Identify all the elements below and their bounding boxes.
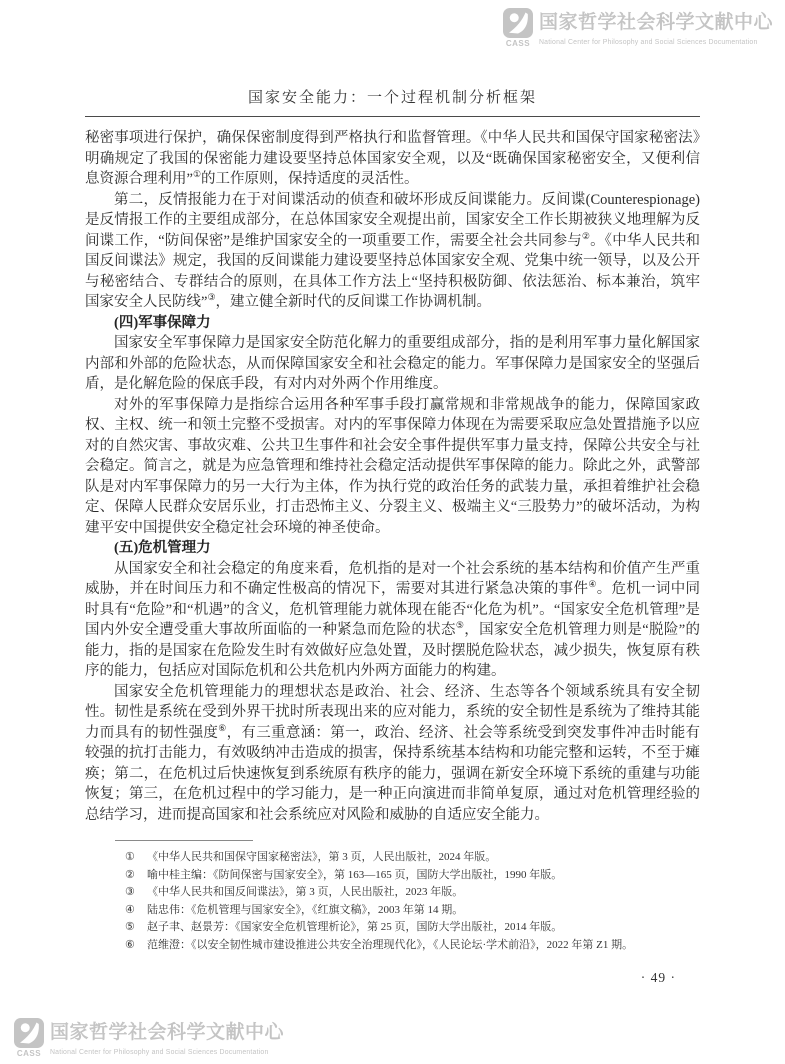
- footnote-separator: [115, 840, 253, 841]
- footnote-marker: ⑤: [125, 921, 135, 933]
- heading-military-support: (四)军事保障力: [114, 314, 211, 331]
- brand-name-en: National Center for Philosophy and Social Sciences Documentation: [538, 39, 758, 46]
- footnote-text: 《中华人民共和国反间谍法》，第 3 页，人民出版社，2023 年版。: [147, 886, 464, 898]
- brand-name-cn: 国家哲学社会科学文献中心: [538, 12, 773, 33]
- cass-logo-icon: [14, 1018, 44, 1048]
- heading-crisis-management: (五)危机管理力: [114, 540, 211, 556]
- footnote-item: [125, 849, 700, 867]
- footnote-marker: ④: [125, 903, 135, 916]
- footnote-item: [125, 919, 700, 937]
- paragraph-crisis-definition: 从国家安全和社会稳定的角度来看，危机指的是对一个社会系统的基本结构和价值产生严重威胁，并在时间压力和不确定性极高的情况下，需要对其进行紧急决策的事件④。危机一词中同时具有“危险”和“机遇”的含义，危机管理能力就体现在能否“化危为机”。“国家安全危机管理”是国内外安全遭受重大事故所面临的一种紧急而危险的状态⑤，国家安全危机管理力则是“脱险”的能力，指的是国家在危险发生时有效做好应急处置，及时摆脱危险状态，减少损失，恢复原有秩序的能力，包括应对国际危机和公共危机内外两方面能力的构建。: [85, 560, 701, 679]
- cass-logo-icon: [503, 8, 533, 38]
- footnote-text: 陆忠伟：《危机管理与国家安全》，《红旗文稿》，2003 年第 14 期。: [147, 903, 464, 916]
- paragraph-military-overview: 国家安全军事保障力是国家安全防范化解力的重要组成部分，指的是利用军事力量化解国家内部和外部的危险状态，从而保障国家安全和社会稳定的能力。军事保障力是国家安全的坚强后盾，是化解危险的保底手段，有对内对外两个作用维度。: [85, 335, 700, 392]
- footer-brand: [14, 1018, 284, 1058]
- footnote-marker: ①: [125, 851, 135, 863]
- footnote-marker: ②: [125, 868, 135, 881]
- page-number: · 49 ·: [640, 970, 676, 985]
- footnote-text: 《中华人民共和国保守国家秘密法》，第 3 页，人民出版社，2024 年版。: [147, 851, 497, 863]
- footnote-item: [125, 937, 700, 955]
- footnote-item: [125, 902, 700, 920]
- page-title: 国家安全能力：一个过程机制分析框架: [247, 90, 537, 106]
- footnote-marker: ③: [125, 886, 135, 898]
- title-rule: [85, 116, 700, 117]
- brand-name-cn: 国家哲学社会科学文献中心: [50, 1022, 285, 1043]
- paragraph-counterespionage: 第二，反情报能力在于对间谍活动的侦查和破坏形成反间谍能力。反间谍(Counterespionage)是反情报工作的主要组成部分，在总体国家安全观提出前，国家安全工作长期被狭义地理解为反间谍工作，“防间保密”是维护国家安全的一项重要工作，需要全社会共同参与②。《中华人民共和国反间谍法》规定，我国的反间谍能力建设要坚持总体国家安全观、党集中统一领导，以及公开与秘密结合、专群结合的原则，在具体工作方法上“坚持积极防御、依法惩治、标本兼治，筑牢国家安全人民防线”③，建立健全新时代的反间谍工作协调机制。: [85, 191, 700, 310]
- paragraph-military-internal-external: 对外的军事保障力是指综合运用各种军事手段打赢常规和非常规战争的能力，保障国家政权、主权、统一和领土完整不受损害。对内的军事保障力体现在为需要采取应急处置措施予以应对的自然灾害、事故灾难、公共卫生事件和社会安全事件提供军事力量支持，保障公共安全与社会稳定。简言之，就是为应急管理和维持社会稳定活动提供军事保障的能力。除此之外，武警部队是对内军事保障力的另一大行为主体，作为执行党的政治任务的武装力量，承担着维护社会稳定、保障人民群众安居乐业，打击恐怖主义、分裂主义、极端主义“三股势力”的破坏活动，为构建平安中国提供安全稳定社会环境的神圣使命。: [85, 396, 700, 536]
- brand-abbr: CASS: [505, 39, 531, 48]
- paragraph-secrecy-continuation: 秘密事项进行保护，确保保密制度得到严格执行和监督管理。《中华人民共和国保守国家秘密法》明确规定了我国的保密能力建设要坚持总体国家安全观，以及“既确保国家秘密安全，又便利信息资源合理利用”①的工作原则，保持适度的灵活性。: [85, 130, 700, 187]
- footnote-text: 喻中桂主编：《防间保密与国家安全》，第 163—165 页，国防大学出版社，1990 年版。: [147, 868, 563, 881]
- footnote-item: [125, 867, 700, 885]
- footnotes: [85, 849, 700, 954]
- footnote-text: 范维澄：《以安全韧性城市建设推进公共安全治理现代化》，《人民论坛·学术前沿》，2022 年第 Z1 期。: [147, 938, 634, 951]
- header-brand: [503, 8, 773, 48]
- footnote-text: 赵子聿、赵景芳：《国家安全危机管理析论》，第 25 页，国防大学出版社，2014 年版。: [147, 921, 563, 933]
- brand-name-en: National Center for Philosophy and Social Sciences Documentation: [50, 1049, 269, 1056]
- article-body: [85, 128, 700, 825]
- paragraph-resilience: 国家安全危机管理能力的理想状态是政治、社会、经济、生态等各个领域系统具有安全韧性。韧性是系统在受到外界干扰时所表现出来的应对能力，系统的安全韧性是系统为了维持其能力而具有的韧性强度⑥，有三重意涵：第一，政治、经济、社会等系统受到突发事件冲击时能有较强的抗打击能力，有效吸纳冲击造成的损害，保持系统基本结构和功能完整和运转，不至于瘫痪；第二，在危机过后快速恢复到系统原有秩序的能力，强调在新安全环境下系统的重建与功能恢复；第三，在危机过程中的学习能力，是一种正向演进而非简单复原，通过对危机管理经验的总结学习，进而提高国家和社会系统应对风险和威胁的自适应安全能力。: [85, 683, 700, 823]
- footnote-marker: ⑥: [125, 938, 135, 951]
- brand-abbr: CASS: [16, 1049, 42, 1058]
- content-column: [85, 86, 700, 986]
- footnote-item: [125, 884, 700, 902]
